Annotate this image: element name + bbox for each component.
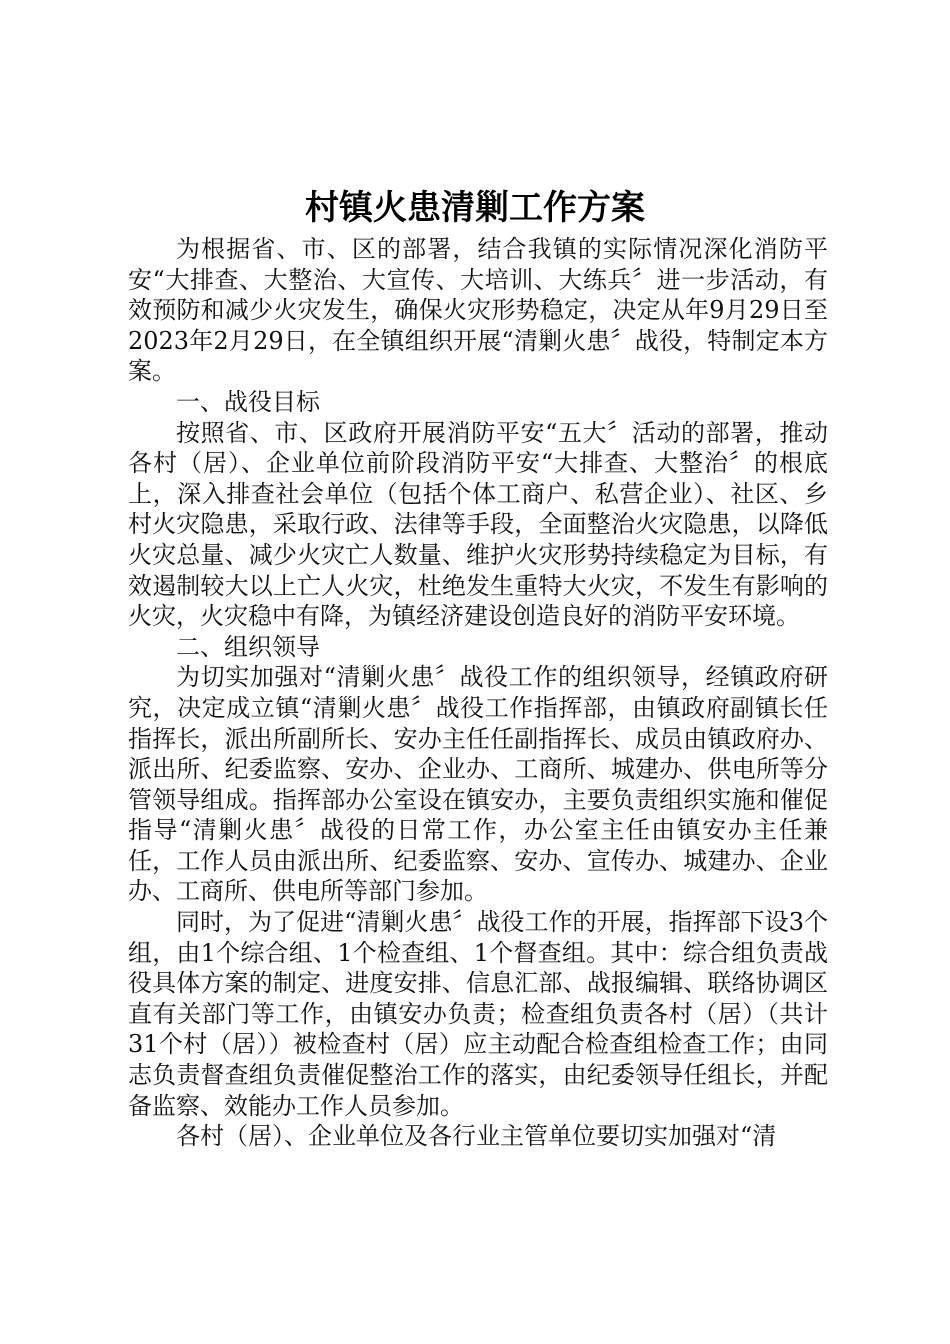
- section-heading-goal: 一、战役目标: [176, 387, 320, 416]
- paragraph-leadership: 为切实加强对“清剿火患〞战役工作的组织领导，经镇政府研究，决定成立镇“清剿火患〞战役工作指挥部，由镇政府副镇长任指挥长，派出所副所长、安办主任任副指挥长、成员由镇政府办、派出所、纪委监察、安办、企业办、工商所、城建办、供电所等分管领导组成。指挥部办公室设在镇安办，主要负责组织实施和催促指导“清剿火患〞战役的日常工作，办公室主任由镇安办主任兼任，工作人员由派出所、纪委监察、安办、宣传办、城建办、企业办、工商所、供电所等部门参加。: [128, 663, 828, 906]
- document-title: 村镇火患清剿工作方案: [305, 188, 645, 228]
- paragraph-intro: 为根据省、市、区的部署，结合我镇的实际情况深化消防平安“大排查、大整治、大宣传、大培训、大练兵〞进一步活动，有效预防和减少火灾发生，确保火灾形势稳定，决定从年9月29日至2023年2月29日，在全镇组织开展“清剿火患〞战役，特制定本方案。: [128, 235, 828, 386]
- document-body: [128, 234, 828, 1152]
- paragraph-units: 各村（居）、企业单位及各行业主管单位要切实加强对“清: [176, 1122, 777, 1151]
- paragraph-goal: 按照省、市、区政府开展消防平安“五大〞活动的部署，推动各村（居）、企业单位前阶段消防平安“大排查、大整治〞的根底上，深入排查社会单位（包括个体工商户、私营企业）、社区、乡村火灾隐患，采取行政、法律等手段，全面整治火灾隐患，以降低火灾总量、减少火灾亡人数量、维护火灾形势持续稳定为目标，有效遏制较大以上亡人火灾，杜绝发生重特大火灾，不发生有影响的火灾，火灾稳中有降，为镇经济建设创造良好的消防平安环境。: [128, 418, 828, 631]
- section-heading-leadership: 二、组织领导: [176, 632, 320, 661]
- paragraph-groups: 同时，为了促进“清剿火患〞战役工作的开展，指挥部下设3个组，由1个综合组、1个检查组、1个督查组。其中：综合组负责战役具体方案的制定、进度安排、信息汇部、战报编辑、联络协调区直有关部门等工作，由镇安办负责；检查组负责各村（居）（共计31个村（居））被检查村（居）应主动配合检查组检查工作；由同志负责督查组负责催促整治工作的落实，由纪委领导任组长，并配备监察、效能办工作人员参加。: [128, 908, 828, 1120]
